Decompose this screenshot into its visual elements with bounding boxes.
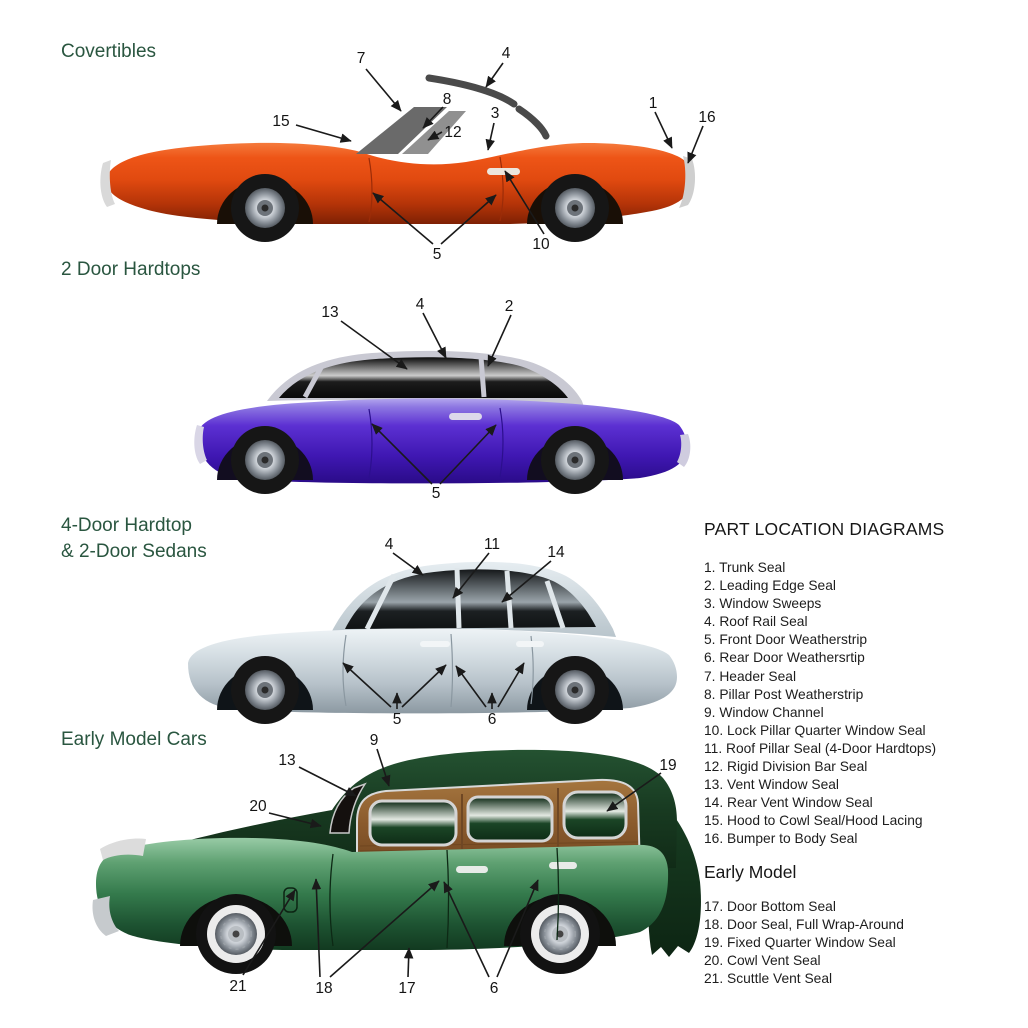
- legend-item: 10. Lock Pillar Quarter Window Seal: [704, 722, 926, 738]
- legend-item: 14. Rear Vent Window Seal: [704, 795, 873, 811]
- legend-early-model-title: Early Model: [704, 861, 797, 882]
- legend-item: 4. Roof Rail Seal: [704, 614, 808, 630]
- side-window: [370, 801, 456, 845]
- side-window: [564, 792, 626, 838]
- callout-number: 13: [321, 304, 339, 321]
- callout-number: 6: [487, 711, 497, 728]
- legend-item: 21. Scuttle Vent Seal: [704, 970, 833, 986]
- callout-number: 1: [648, 95, 658, 112]
- rear-wheel: [520, 894, 600, 974]
- section-title-2-door-hardtops: 2 Door Hardtops: [61, 259, 201, 280]
- section-title-4-door-line1: 4-Door Hardtop: [61, 515, 192, 536]
- callout-number: 10: [532, 236, 550, 253]
- callout-number: 5: [431, 485, 441, 502]
- callout-number: 8: [442, 91, 452, 108]
- front-wheel: [196, 894, 276, 974]
- callout-number: 3: [490, 105, 500, 122]
- door-handle: [449, 413, 482, 420]
- callout-number: 5: [392, 711, 402, 728]
- callout-number: 21: [229, 978, 247, 995]
- legend-item: 19. Fixed Quarter Window Seal: [704, 934, 896, 950]
- legend-item: 11. Roof Pillar Seal (4-Door Hardtops): [704, 740, 937, 756]
- front-wheel: [231, 174, 299, 242]
- door-handle: [487, 168, 520, 175]
- legend-item: 17. Door Bottom Seal: [704, 898, 836, 914]
- door-handle: [516, 641, 544, 647]
- callout-number: 18: [315, 980, 333, 997]
- section-title-convertibles: Covertibles: [61, 41, 157, 62]
- legend-item: 5. Front Door Weatherstrip: [704, 632, 868, 648]
- early-model-illustration: [80, 725, 720, 1010]
- callout-number: 20: [249, 798, 267, 815]
- door-handle: [420, 641, 450, 647]
- rear-wheel: [541, 426, 609, 494]
- callout-number: 7: [356, 50, 366, 67]
- section-title-early-model-cars: Early Model Cars: [61, 729, 207, 750]
- legend-item: 16. Bumper to Body Seal: [704, 831, 858, 847]
- front-wheel: [231, 426, 299, 494]
- legend-item: 15. Hood to Cowl Seal/Hood Lacing: [704, 813, 923, 829]
- legend-item: 13. Vent Window Seal: [704, 777, 839, 793]
- callout-number: 4: [501, 45, 511, 62]
- section-title-4-door-line2: & 2-Door Sedans: [61, 541, 207, 562]
- front-wheel: [231, 656, 299, 724]
- legend-item: 8. Pillar Post Weatherstrip: [704, 686, 864, 702]
- callout-number: 4: [415, 296, 425, 313]
- legend-item: 7. Header Seal: [704, 668, 797, 684]
- callout-number: 5: [432, 246, 442, 263]
- callout-number: 11: [483, 536, 501, 553]
- legend-item: 9. Window Channel: [704, 704, 824, 720]
- callout-number: 9: [369, 732, 379, 749]
- rear-wheel: [541, 174, 609, 242]
- door-handle: [456, 866, 488, 873]
- 2-door-hardtop-illustration: [180, 290, 700, 510]
- callout-number: 2: [504, 298, 514, 315]
- callout-number: 13: [278, 752, 296, 769]
- callout-number: 14: [547, 544, 565, 561]
- legend-item: 2. Leading Edge Seal: [704, 578, 836, 594]
- legend-item: 3. Window Sweeps: [704, 596, 822, 612]
- convertible-illustration: [80, 30, 730, 280]
- legend-panel: [704, 519, 1016, 988]
- 4-door-hardtop-illustration: [170, 525, 690, 740]
- callout-number: 16: [698, 109, 716, 126]
- callout-number: 4: [384, 536, 394, 553]
- callout-number: 6: [489, 980, 499, 997]
- legend-item: 18. Door Seal, Full Wrap-Around: [704, 916, 904, 932]
- legend-item: 6. Rear Door Weathersrtip: [704, 650, 865, 666]
- rear-wheel: [541, 656, 609, 724]
- callout-number: 12: [444, 124, 462, 141]
- callout-number: 19: [659, 757, 677, 774]
- side-window: [468, 797, 552, 841]
- legend-title: PART LOCATION DIAGRAMS: [704, 519, 945, 539]
- callout-number: 17: [398, 980, 416, 997]
- legend-item: 12. Rigid Division Bar Seal: [704, 759, 868, 775]
- legend-item: 20. Cowl Vent Seal: [704, 952, 821, 968]
- legend-item: 1. Trunk Seal: [704, 560, 786, 575]
- callout-number: 15: [272, 113, 290, 130]
- door-handle: [549, 862, 577, 869]
